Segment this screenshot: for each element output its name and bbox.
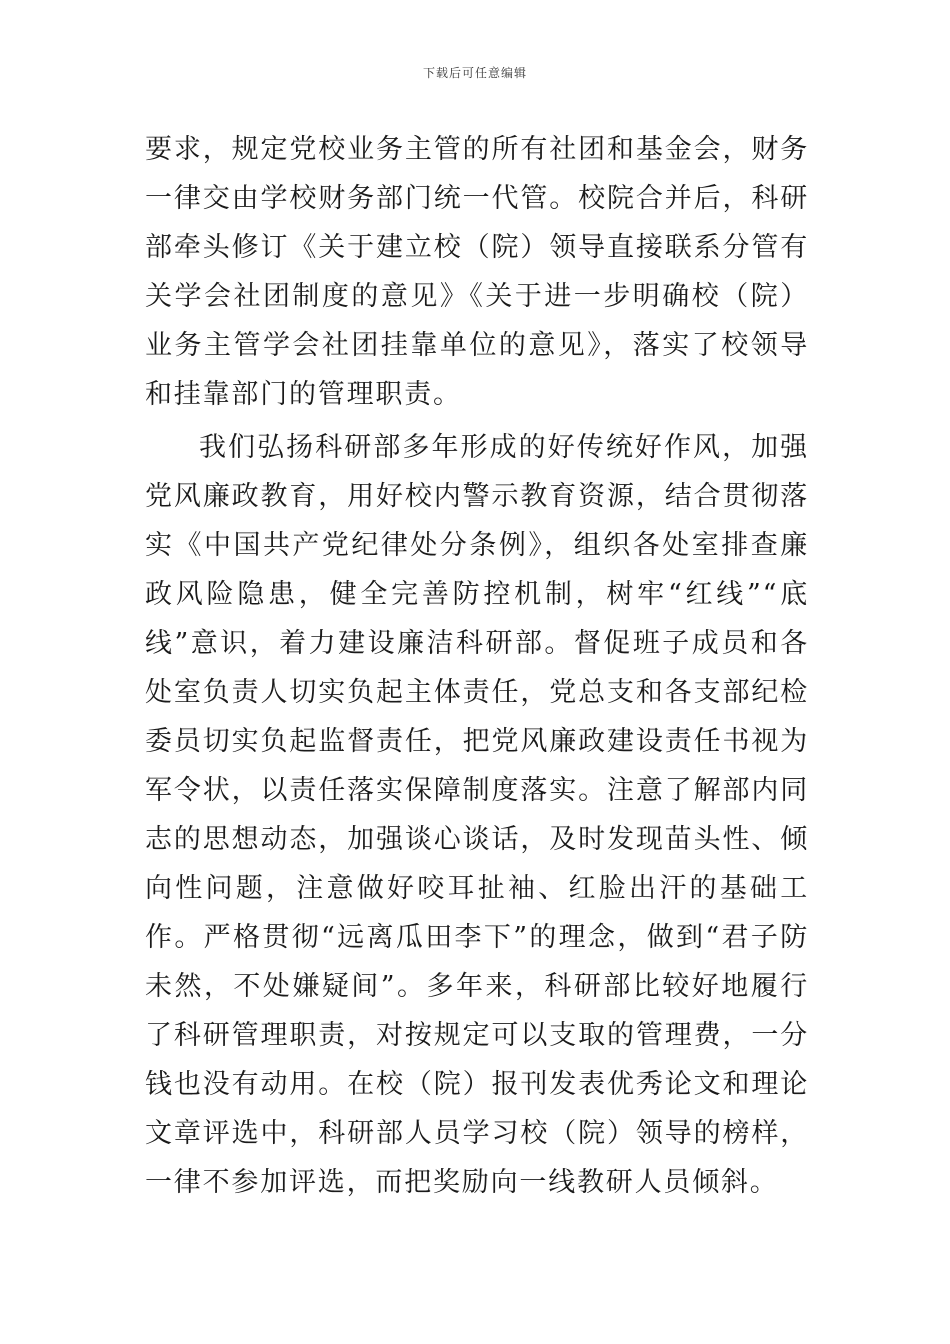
header-note: 下载后可任意编辑 (422, 66, 527, 80)
paragraph: 我们弘扬科研部多年形成的好传统好作风，加强党风廉政教育，用好校内警示教育资源，结合贯彻落实《中国共产党纪律处分条例》，组织各处室排查廉政风险隐患，健全完善防控机制，树牢“红线”“底线”意识，着力建设廉洁科研部。督促班子成员和各处室负责人切实负起主体责任，党总支和各支部纪检委员切实负起监督责任，把党风廉政建设责任书视为军令状，以责任落实保障制度落实。注意了解部内同志的思想动态，加强谈心谈话，及时发现苗头性、倾向性问题，注意做好咬耳扯袖、红脸出汗的基础工作。严格贯彻“远离瓜田李下”的理念，做到“君子防未然，不处嫌疑间”。多年来，科研部比较好地履行了科研管理职责，对按规定可以支取的管理费，一分钱也没有动用。在校（院）报刊发表优秀论文和理论文章评选中，科研部人员学习校（院）领导的榜样，一律不参加评选，而把奖励向一线教研人员倾斜。 (145, 432, 809, 1198)
paragraph: 要求，规定党校业务主管的所有社团和基金会，财务一律交由学校财务部门统一代管。校院合并后，科研部牵头修订《关于建立校（院）领导直接联系分管有关学会社团制度的意见》《关于进一步明确校（院）业务主管学会社团挂靠单位的意见》，落实了校领导和挂靠部门的管理职责。 (145, 134, 809, 410)
